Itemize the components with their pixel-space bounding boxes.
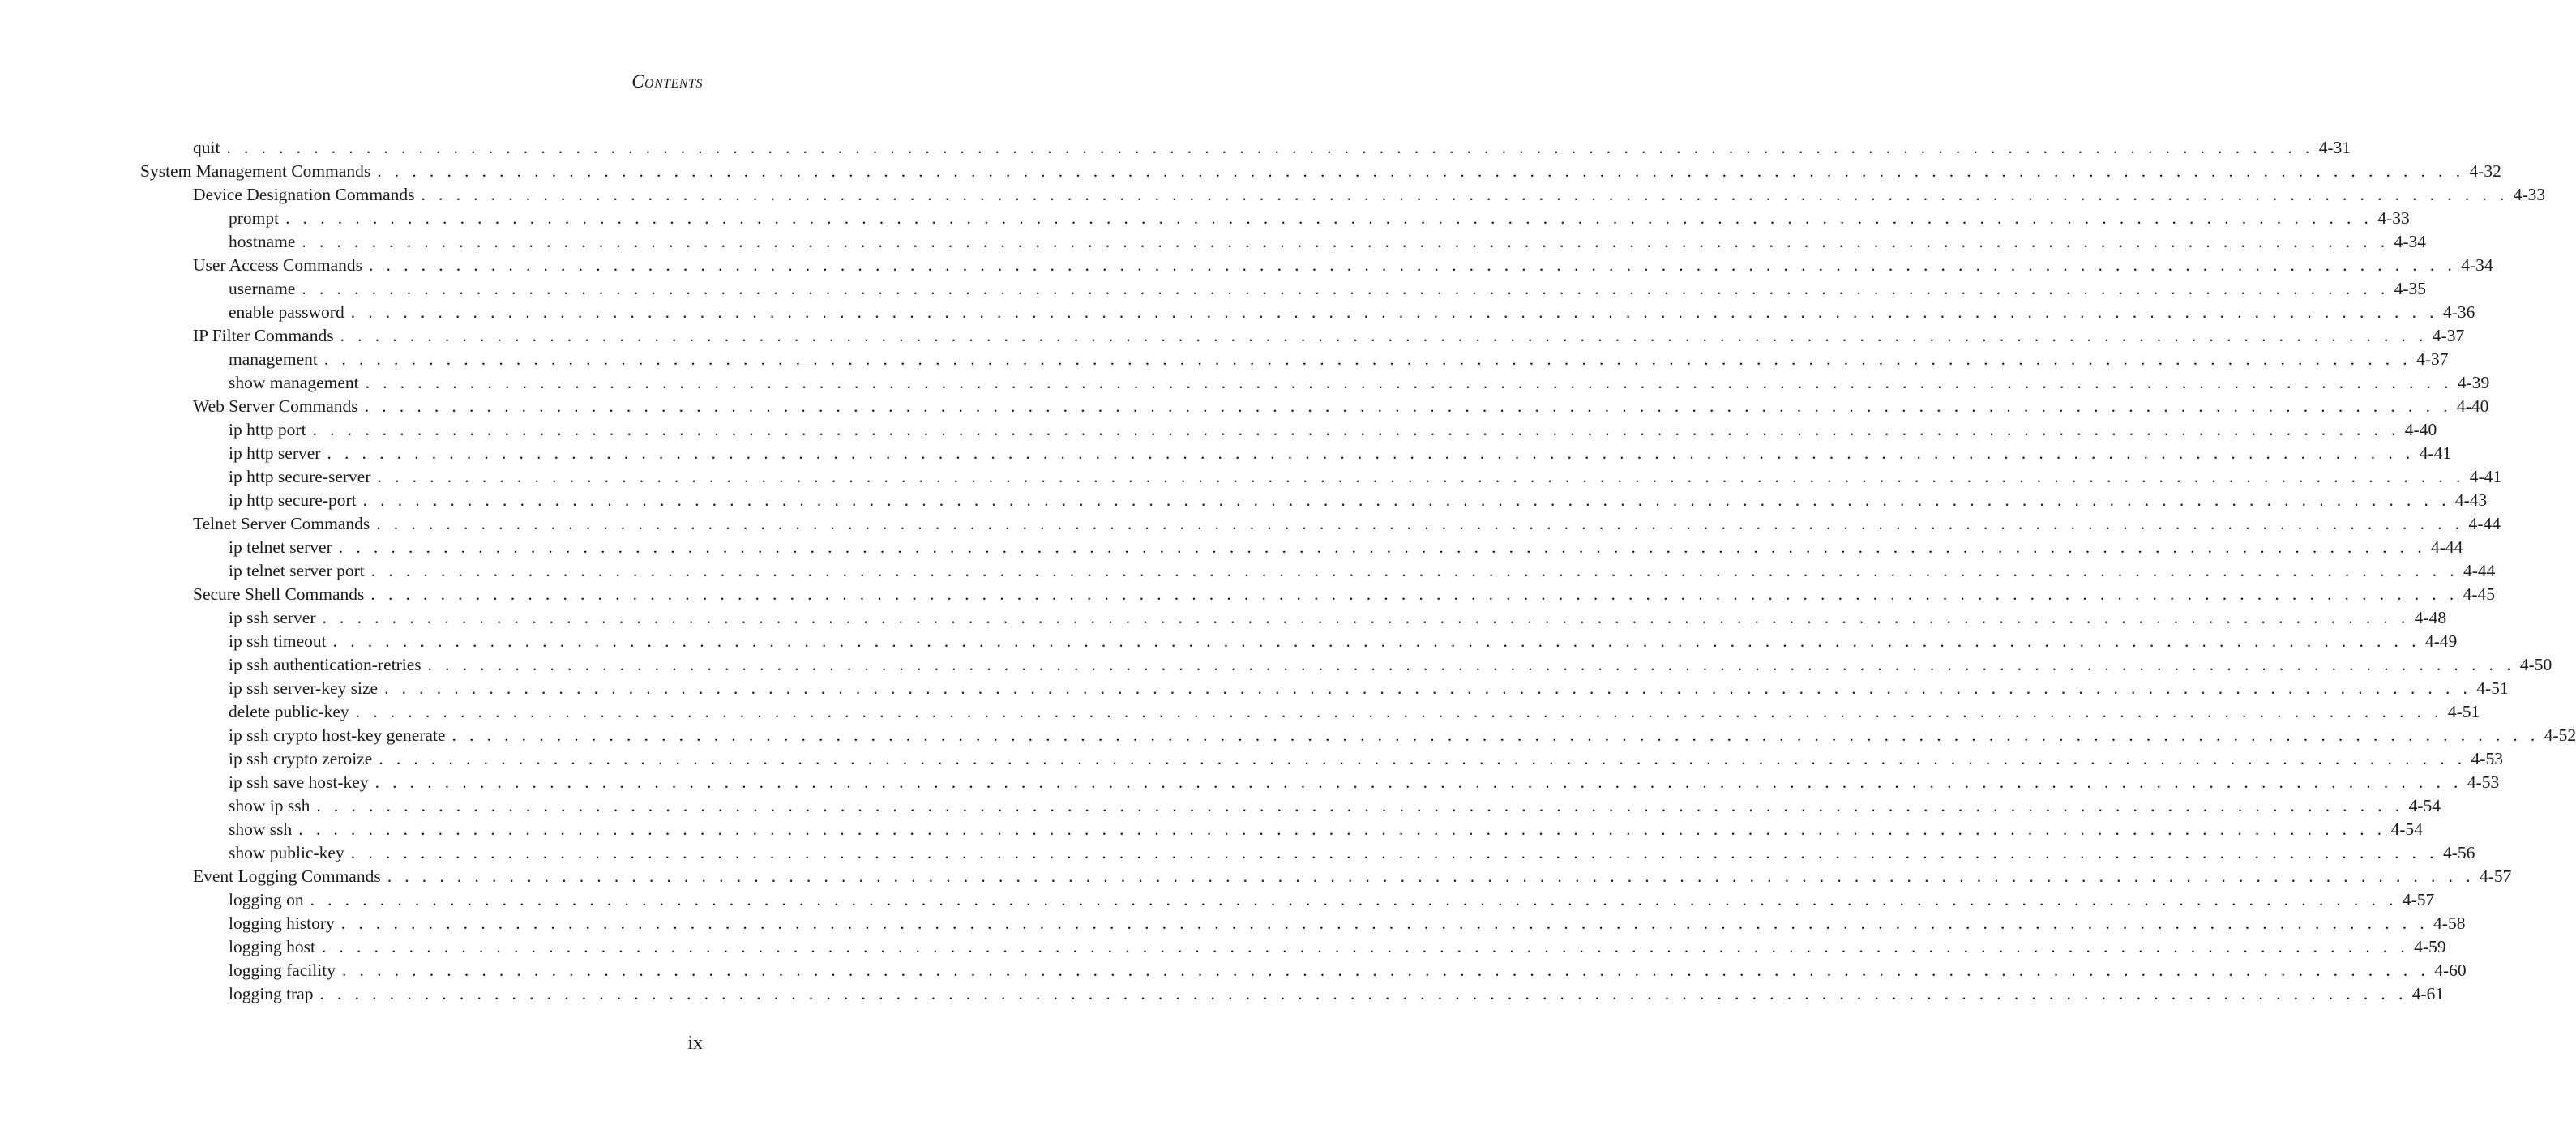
toc-entry-page: 4-53	[2467, 772, 2500, 792]
dot-leader: . . . . . . . . . . . . . . . . . . . . . . . . . . . . . . . . . . . . . . . . . . . . . . . . . . . . . . . . . . . . . . . . . . . . . . . . . . . . . . . . . . . . . . . . . . . . . . . . . . . . . . . . . . . . . . . . . . . . . . . .	[377, 161, 2465, 181]
toc-entry[interactable]	[229, 959, 2467, 982]
toc-entry-page: 4-37	[2416, 349, 2449, 369]
toc-entry-label: Telnet Server Commands	[193, 514, 370, 533]
toc-entry[interactable]	[193, 583, 2496, 606]
toc-entry-page: 4-51	[2476, 678, 2509, 698]
toc-entry[interactable]	[229, 559, 2496, 583]
toc-entry[interactable]	[193, 395, 2489, 418]
dot-leader: . . . . . . . . . . . . . . . . . . . . . . . . . . . . . . . . . . . . . . . . . . . . . . . . . . . . . . . . . . . . . . . . . . . . . . . . . . . . . . . . . . . . . . . . . . . . . . . . . . . . . . . . . . . . . . . . . . . . . . . .	[285, 208, 2373, 228]
toc-entry[interactable]	[229, 418, 2437, 442]
toc-entry[interactable]	[140, 160, 2501, 183]
toc-entry[interactable]	[193, 136, 2351, 160]
dot-leader: . . . . . . . . . . . . . . . . . . . . . . . . . . . . . . . . . . . . . . . . . . . . . . . . . . . . . . . . . . . . . . . . . . . . . . . . . . . . . . . . . . . . . . . . . . . . . . . . . . . . . . . . . . . . . . . . . . . . . . . .	[323, 349, 2412, 369]
dot-leader: . . . . . . . . . . . . . . . . . . . . . . . . . . . . . . . . . . . . . . . . . . . . . . . . . . . . . . . . . . . . . . . . . . . . . . . . . . . . . . . . . . . . . . . . . . . . . . . . . . . . . . . . . . . . . . . . . . . . . . . .	[362, 490, 2450, 510]
toc-entry-label: ip ssh server	[229, 608, 316, 627]
dot-leader: . . . . . . . . . . . . . . . . . . . . . . . . . . . . . . . . . . . . . . . . . . . . . . . . . . . . . . . . . . . . . . . . . . . . . . . . . . . . . . . . . . . . . . . . . . . . . . . . . . . . . . . . . . . . . . . . . . . . . . . .	[370, 561, 2458, 580]
toc-entry-page: 4-61	[2411, 984, 2445, 1003]
dot-leader: . . . . . . . . . . . . . . . . . . . . . . . . . . . . . . . . . . . . . . . . . . . . . . . . . . . . . . . . . . . . . . . . . . . . . . . . . . . . . . . . . . . . . . . . . . . . . . . . . . . . . . . . . . . . . . . . . . . . . . . .	[319, 984, 2407, 1003]
toc-entry[interactable]	[229, 888, 2435, 912]
dot-leader: . . . . . . . . . . . . . . . . . . . . . . . . . . . . . . . . . . . . . . . . . . . . . . . . . . . . . . . . . . . . . . . . . . . . . . . . . . . . . . . . . . . . . . . . . . . . . . . . . . . . . . . . . . . . . . . . . . . . . . . .	[369, 255, 2457, 275]
toc-entry[interactable]	[229, 465, 2502, 489]
dot-leader: . . . . . . . . . . . . . . . . . . . . . . . . . . . . . . . . . . . . . . . . . . . . . . . . . . . . . . . . . . . . . . . . . . . . . . . . . . . . . . . . . . . . . . . . . . . . . . . . . . . . . . . . . . . . . . . . . . . . . . . .	[298, 819, 2386, 839]
toc-entry-label: ip ssh crypto zeroize	[229, 749, 373, 768]
toc-entry-label: Device Designation Commands	[193, 185, 415, 204]
toc-entry-label: User Access Commands	[193, 255, 362, 275]
dot-leader: . . . . . . . . . . . . . . . . . . . . . . . . . . . . . . . . . . . . . . . . . . . . . . . . . . . . . . . . . . . . . . . . . . . . . . . . . . . . . . . . . . . . . . . . . . . . . . . . . . . . . . . . . . . . . . . . . . . . . . . .	[364, 396, 2452, 416]
toc-entry[interactable]	[229, 371, 2490, 395]
toc-entry-label: ip http port	[229, 420, 306, 439]
toc-entry-label: show ip ssh	[229, 796, 310, 815]
toc-entry-page: 4-50	[2519, 655, 2552, 674]
toc-entry-label: Secure Shell Commands	[193, 584, 365, 604]
toc-entry-label: Event Logging Commands	[193, 866, 381, 886]
dot-leader: . . . . . . . . . . . . . . . . . . . . . . . . . . . . . . . . . . . . . . . . . . . . . . . . . . . . . . . . . . . . . . . . . . . . . . . . . . . . . . . . . . . . . . . . . . . . . . . . . . . . . . . . . . . . . . . . . . . . . . . .	[377, 467, 2465, 486]
toc-entry[interactable]	[229, 771, 2500, 794]
dot-leader: . . . . . . . . . . . . . . . . . . . . . . . . . . . . . . . . . . . . . . . . . . . . . . . . . . . . . . . . . . . . . . . . . . . . . . . . . . . . . . . . . . . . . . . . . . . . . . . . . . . . . . . . . . . . . . . . . . . . . . . .	[332, 631, 2420, 651]
dot-leader: . . . . . . . . . . . . . . . . . . . . . . . . . . . . . . . . . . . . . . . . . . . . . . . . . . . . . . . . . . . . . . . . . . . . . . . . . . . . . . . . . . . . . . . . . . . . . . . . . . . . . . . . . . . . . . . . . . . . . . . .	[374, 772, 2463, 792]
toc-entry-page: 4-36	[2442, 302, 2475, 322]
dot-leader: . . . . . . . . . . . . . . . . . . . . . . . . . . . . . . . . . . . . . . . . . . . . . . . . . . . . . . . . . . . . . . . . . . . . . . . . . . . . . . . . . . . . . . . . . . . . . . . . . . . . . . . . . . . . . . . . . . . . . . . .	[338, 537, 2426, 557]
toc-entry-page: 4-31	[2318, 138, 2351, 157]
toc-entry[interactable]	[229, 536, 2463, 559]
toc-entry-label: quit	[193, 138, 220, 157]
toc-entry[interactable]	[229, 348, 2449, 371]
toc-entry-label: ip http secure-port	[229, 490, 357, 510]
dot-leader: . . . . . . . . . . . . . . . . . . . . . . . . . . . . . . . . . . . . . . . . . . . . . . . . . . . . . . . . . . . . . . . . . . . . . . . . . . . . . . . . . . . . . . . . . . . . . . . . . . . . . . . . . . . . . . . . . . . . . . . .	[310, 890, 2398, 909]
toc-entry-label: delete public-key	[229, 702, 349, 721]
toc-entry-page: 4-41	[2419, 443, 2452, 463]
toc-entry[interactable]	[229, 818, 2423, 841]
running-head: Contents	[631, 71, 703, 92]
toc-entry[interactable]	[229, 442, 2452, 465]
toc-entry[interactable]	[229, 207, 2410, 230]
toc-entry-page: 4-43	[2454, 490, 2488, 510]
dot-leader: . . . . . . . . . . . . . . . . . . . . . . . . . . . . . . . . . . . . . . . . . . . . . . . . . . . . . . . . . . . . . . . . . . . . . . . . . . . . . . . . . . . . . . . . . . . . . . . . . . . . . . . . . . . . . . . . . . . . . . . .	[340, 326, 2428, 345]
toc-entry-page: 4-54	[2390, 819, 2423, 839]
toc-entry-page: 4-52	[2544, 725, 2576, 745]
toc-entry-label: logging trap	[229, 984, 314, 1003]
toc-entry-page: 4-33	[2513, 185, 2546, 204]
toc-entry-label: management	[229, 349, 318, 369]
toc-entry-label: username	[229, 279, 296, 298]
toc-entry-page: 4-44	[2468, 514, 2501, 533]
toc-entry[interactable]	[229, 630, 2458, 653]
dot-leader: . . . . . . . . . . . . . . . . . . . . . . . . . . . . . . . . . . . . . . . . . . . . . . . . . . . . . . . . . . . . . . . . . . . . . . . . . . . . . . . . . . . . . . . . . . . . . . . . . . . . . . . . . . . . . . . . . . . . . . . .	[355, 702, 2443, 721]
toc-entry-page: 4-54	[2408, 796, 2441, 815]
dot-leader: . . . . . . . . . . . . . . . . . . . . . . . . . . . . . . . . . . . . . . . . . . . . . . . . . . . . . . . . . . . . . . . . . . . . . . . . . . . . . . . . . . . . . . . . . . . . . . . . . . . . . . . . . . . . . . . . . . . . . . . .	[322, 608, 2410, 627]
dot-leader: . . . . . . . . . . . . . . . . . . . . . . . . . . . . . . . . . . . . . . . . . . . . . . . . . . . . . . . . . . . . . . . . . . . . . . . . . . . . . . . . . . . . . . . . . . . . . . . . . . . . . . . . . . . . . . . . . . . . . . . .	[350, 302, 2438, 322]
toc-entry[interactable]	[229, 935, 2446, 959]
toc-entry-label: logging host	[229, 937, 315, 956]
toc-entry[interactable]	[229, 677, 2509, 700]
dot-leader: . . . . . . . . . . . . . . . . . . . . . . . . . . . . . . . . . . . . . . . . . . . . . . . . . . . . . . . . . . . . . . . . . . . . . . . . . . . . . . . . . . . . . . . . . . . . . . . . . . . . . . . . . . . . . . . . . . . . . . . .	[340, 913, 2429, 933]
toc-entry-page: 4-32	[2469, 161, 2501, 181]
toc-entry-label: ip http secure-server	[229, 467, 371, 486]
toc-entry-page: 4-58	[2433, 913, 2466, 933]
toc-entry[interactable]	[193, 865, 2512, 888]
toc-entry-label: ip http server	[229, 443, 321, 463]
toc-entry-page: 4-49	[2424, 631, 2458, 651]
toc-entry-page: 4-56	[2442, 843, 2475, 862]
toc-entry-page: 4-44	[2431, 537, 2463, 557]
toc-entry-label: IP Filter Commands	[193, 326, 334, 345]
toc-entry-page: 4-45	[2463, 584, 2496, 604]
toc-entry-label: hostname	[229, 232, 296, 251]
table-of-contents	[0, 136, 2576, 1006]
dot-leader: . . . . . . . . . . . . . . . . . . . . . . . . . . . . . . . . . . . . . . . . . . . . . . . . . . . . . . . . . . . . . . . . . . . . . . . . . . . . . . . . . . . . . . . . . . . . . . . . . . . . . . . . . . . . . . . . . . . . . . . .	[327, 443, 2415, 463]
toc-entry-label: ip ssh save host-key	[229, 772, 369, 792]
toc-entry[interactable]	[229, 277, 2427, 301]
toc-entry-label: ip telnet server	[229, 537, 332, 557]
dot-leader: . . . . . . . . . . . . . . . . . . . . . . . . . . . . . . . . . . . . . . . . . . . . . . . . . . . . . . . . . . . . . . . . . . . . . . . . . . . . . . . . . . . . . . . . . . . . . . . . . . . . . . . . . . . . . . . . . . . . . . . .	[451, 725, 2540, 745]
toc-entry-label: ip ssh authentication-retries	[229, 655, 421, 674]
toc-entry-page: 4-34	[2394, 232, 2427, 251]
toc-entry-page: 4-40	[2456, 396, 2489, 416]
toc-entry-page: 4-34	[2461, 255, 2493, 275]
dot-leader: . . . . . . . . . . . . . . . . . . . . . . . . . . . . . . . . . . . . . . . . . . . . . . . . . . . . . . . . . . . . . . . . . . . . . . . . . . . . . . . . . . . . . . . . . . . . . . . . . . . . . . . . . . . . . . . . . . . . . . . .	[365, 373, 2453, 392]
toc-entry[interactable]	[229, 794, 2441, 818]
toc-entry[interactable]	[229, 489, 2488, 512]
dot-leader: . . . . . . . . . . . . . . . . . . . . . . . . . . . . . . . . . . . . . . . . . . . . . . . . . . . . . . . . . . . . . . . . . . . . . . . . . . . . . . . . . . . . . . . . . . . . . . . . . . . . . . . . . . . . . . . . . . . . . . . .	[384, 678, 2472, 698]
toc-entry-label: Web Server Commands	[193, 396, 358, 416]
dot-leader: . . . . . . . . . . . . . . . . . . . . . . . . . . . . . . . . . . . . . . . . . . . . . . . . . . . . . . . . . . . . . . . . . . . . . . . . . . . . . . . . . . . . . . . . . . . . . . . . . . . . . . . . . . . . . . . . . . . . . . . .	[376, 514, 2464, 533]
toc-entry-page: 4-40	[2404, 420, 2437, 439]
toc-entry[interactable]	[229, 912, 2466, 935]
toc-entry-label: ip ssh crypto host-key generate	[229, 725, 446, 745]
dot-leader: . . . . . . . . . . . . . . . . . . . . . . . . . . . . . . . . . . . . . . . . . . . . . . . . . . . . . . . . . . . . . . . . . . . . . . . . . . . . . . . . . . . . . . . . . . . . . . . . . . . . . . . . . . . . . . . . . . . . . . . .	[341, 960, 2430, 980]
toc-entry-label: logging on	[229, 890, 304, 909]
dot-leader: . . . . . . . . . . . . . . . . . . . . . . . . . . . . . . . . . . . . . . . . . . . . . . . . . . . . . . . . . . . . . . . . . . . . . . . . . . . . . . . . . . . . . . . . . . . . . . . . . . . . . . . . . . . . . . . . . . . . . . . .	[302, 279, 2390, 298]
toc-list	[0, 136, 2576, 1006]
toc-entry-page: 4-35	[2394, 279, 2427, 298]
toc-entry-page: 4-44	[2463, 561, 2496, 580]
toc-entry-page: 4-53	[2471, 749, 2503, 768]
dot-leader: . . . . . . . . . . . . . . . . . . . . . . . . . . . . . . . . . . . . . . . . . . . . . . . . . . . . . . . . . . . . . . . . . . . . . . . . . . . . . . . . . . . . . . . . . . . . . . . . . . . . . . . . . . . . . . . . . . . . . . . .	[316, 796, 2404, 815]
toc-entry-page: 4-48	[2414, 608, 2447, 627]
toc-entry-page: 4-60	[2434, 960, 2467, 980]
dot-leader: . . . . . . . . . . . . . . . . . . . . . . . . . . . . . . . . . . . . . . . . . . . . . . . . . . . . . . . . . . . . . . . . . . . . . . . . . . . . . . . . . . . . . . . . . . . . . . . . . . . . . . . . . . . . . . . . . . . . . . . .	[226, 138, 2314, 157]
dot-leader: . . . . . . . . . . . . . . . . . . . . . . . . . . . . . . . . . . . . . . . . . . . . . . . . . . . . . . . . . . . . . . . . . . . . . . . . . . . . . . . . . . . . . . . . . . . . . . . . . . . . . . . . . . . . . . . . . . . . . . . .	[379, 749, 2467, 768]
toc-entry[interactable]	[229, 606, 2447, 630]
toc-entry-label: prompt	[229, 208, 280, 228]
toc-entry-label: show public-key	[229, 843, 344, 862]
toc-entry-page: 4-57	[2479, 866, 2512, 886]
toc-entry-page: 4-59	[2414, 937, 2446, 956]
toc-entry-label: logging history	[229, 913, 335, 933]
toc-entry-label: enable password	[229, 302, 344, 322]
toc-entry-label: logging facility	[229, 960, 336, 980]
toc-entry[interactable]	[193, 254, 2493, 277]
toc-entry[interactable]	[193, 183, 2546, 207]
toc-entry-page: 4-51	[2447, 702, 2480, 721]
toc-entry[interactable]	[193, 324, 2465, 348]
dot-leader: . . . . . . . . . . . . . . . . . . . . . . . . . . . . . . . . . . . . . . . . . . . . . . . . . . . . . . . . . . . . . . . . . . . . . . . . . . . . . . . . . . . . . . . . . . . . . . . . . . . . . . . . . . . . . . . . . . . . . . . .	[387, 866, 2475, 886]
dot-leader: . . . . . . . . . . . . . . . . . . . . . . . . . . . . . . . . . . . . . . . . . . . . . . . . . . . . . . . . . . . . . . . . . . . . . . . . . . . . . . . . . . . . . . . . . . . . . . . . . . . . . . . . . . . . . . . . . . . . . . . .	[312, 420, 2400, 439]
toc-entry-label: ip ssh timeout	[229, 631, 327, 651]
toc-entry-page: 4-37	[2432, 326, 2465, 345]
toc-entry[interactable]	[229, 301, 2475, 324]
toc-entry-label: ip ssh server-key size	[229, 678, 379, 698]
toc-entry-page: 4-41	[2469, 467, 2502, 486]
dot-leader: . . . . . . . . . . . . . . . . . . . . . . . . . . . . . . . . . . . . . . . . . . . . . . . . . . . . . . . . . . . . . . . . . . . . . . . . . . . . . . . . . . . . . . . . . . . . . . . . . . . . . . . . . . . . . . . . . . . . . . . .	[321, 937, 2410, 956]
dot-leader: . . . . . . . . . . . . . . . . . . . . . . . . . . . . . . . . . . . . . . . . . . . . . . . . . . . . . . . . . . . . . . . . . . . . . . . . . . . . . . . . . . . . . . . . . . . . . . . . . . . . . . . . . . . . . . . . . . . . . . . .	[302, 232, 2390, 251]
toc-entry-page: 4-39	[2457, 373, 2490, 392]
dot-leader: . . . . . . . . . . . . . . . . . . . . . . . . . . . . . . . . . . . . . . . . . . . . . . . . . . . . . . . . . . . . . . . . . . . . . . . . . . . . . . . . . . . . . . . . . . . . . . . . . . . . . . . . . . . . . . . . . . . . . . . .	[421, 185, 2509, 204]
toc-entry[interactable]	[229, 747, 2503, 771]
toc-entry-page: 4-57	[2402, 890, 2435, 909]
toc-entry[interactable]	[229, 700, 2480, 724]
toc-entry[interactable]	[229, 841, 2475, 865]
dot-leader: . . . . . . . . . . . . . . . . . . . . . . . . . . . . . . . . . . . . . . . . . . . . . . . . . . . . . . . . . . . . . . . . . . . . . . . . . . . . . . . . . . . . . . . . . . . . . . . . . . . . . . . . . . . . . . . . . . . . . . . .	[427, 655, 2515, 674]
toc-entry[interactable]	[229, 982, 2445, 1006]
toc-entry-page: 4-33	[2377, 208, 2410, 228]
toc-entry[interactable]	[229, 230, 2427, 254]
page-number: ix	[687, 1033, 703, 1054]
toc-entry-label: show management	[229, 373, 359, 392]
toc-entry-label: show ssh	[229, 819, 293, 839]
dot-leader: . . . . . . . . . . . . . . . . . . . . . . . . . . . . . . . . . . . . . . . . . . . . . . . . . . . . . . . . . . . . . . . . . . . . . . . . . . . . . . . . . . . . . . . . . . . . . . . . . . . . . . . . . . . . . . . . . . . . . . . .	[370, 584, 2458, 604]
toc-entry[interactable]	[229, 724, 2576, 747]
toc-entry-label: System Management Commands	[140, 161, 371, 181]
dot-leader: . . . . . . . . . . . . . . . . . . . . . . . . . . . . . . . . . . . . . . . . . . . . . . . . . . . . . . . . . . . . . . . . . . . . . . . . . . . . . . . . . . . . . . . . . . . . . . . . . . . . . . . . . . . . . . . . . . . . . . . .	[350, 843, 2438, 862]
toc-entry-label: ip telnet server port	[229, 561, 365, 580]
toc-entry[interactable]	[193, 512, 2501, 536]
toc-entry[interactable]	[229, 653, 2552, 677]
